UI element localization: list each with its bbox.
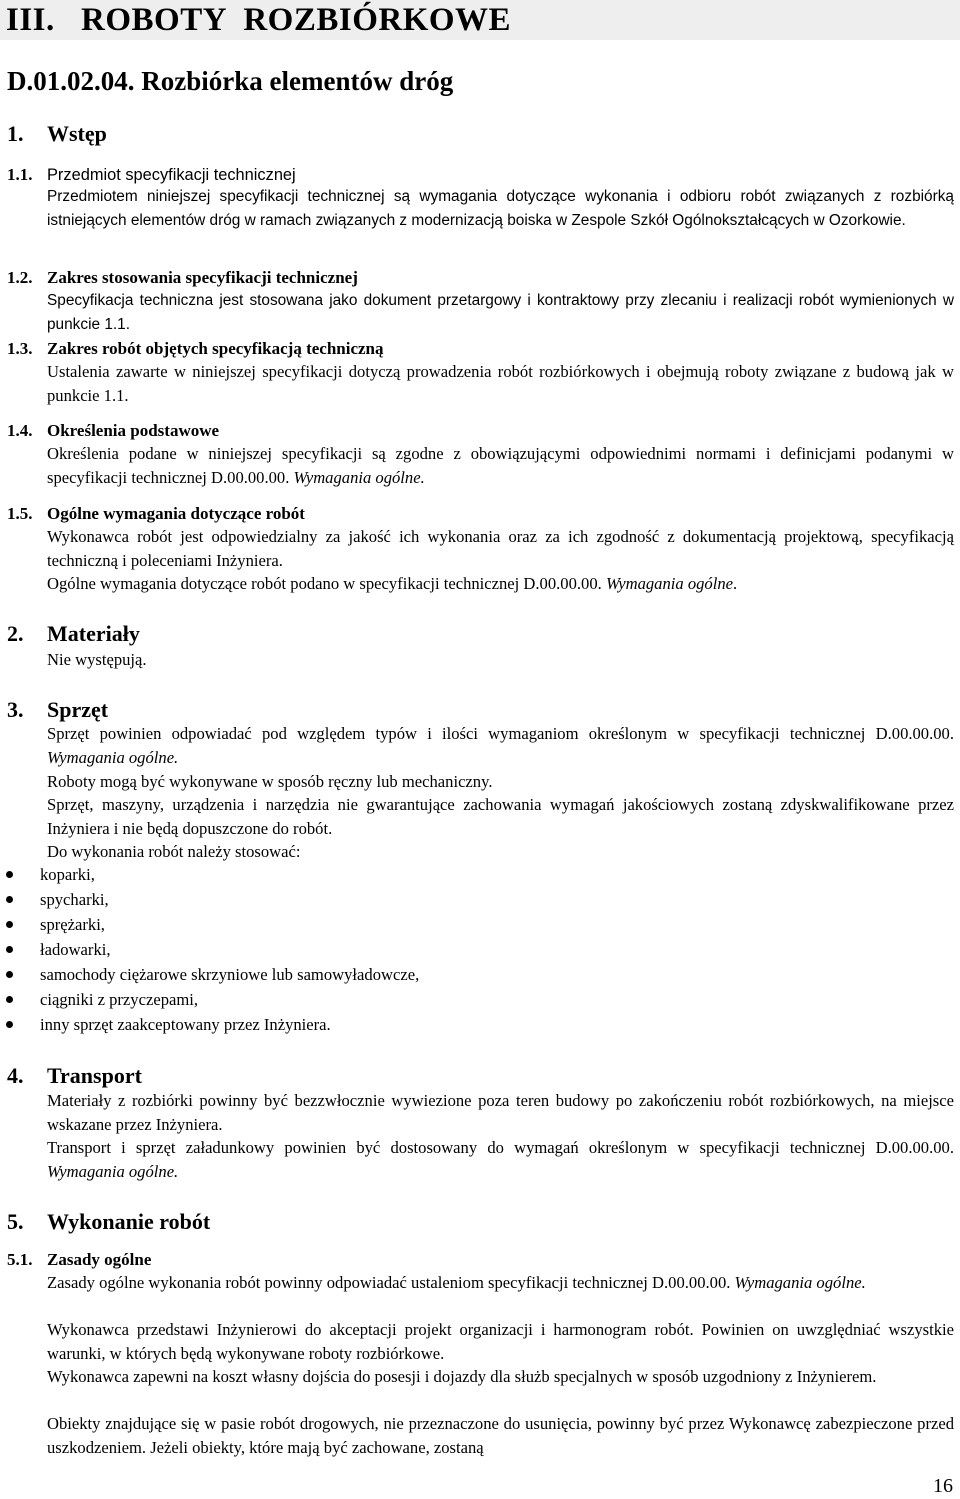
section-number: 1. <box>7 121 24 146</box>
section-1-5-heading <box>7 502 305 525</box>
bullet-icon <box>6 996 13 1003</box>
section-1-4-heading <box>7 419 219 442</box>
section-number: 1.3. <box>7 339 33 358</box>
section-1-5-text-1: Wykonawca robót jest odpowiedzialny za jakość ich wykonania oraz za ich zgodność z dokumentacją projektową, specyfikacją techniczną i poleceniami Inżyniera. <box>47 527 954 570</box>
section-3-body: Sprzęt powinien odpowiadać pod względem typów i ilości wymaganiom określonym w specyfikacji technicznej D.00.00.00. <box>47 724 954 743</box>
section-5-1-text-4: Obiekty znajdujące się w pasie robót drogowych, nie przeznaczone do usunięcia, powinny być przez Wykonawcę zabezpieczone przed uszkodzeniem. Jeżeli obiekty, które mają być zachowane, zostaną <box>47 1414 954 1457</box>
list-item: spycharki, <box>0 887 700 912</box>
list-item: ładowarki, <box>0 937 700 962</box>
section-1-4-body: Określenia podane w niniejszej specyfikacji są zgodne z obowiązującymi odpowiednimi normami i definicjami podanymi w specyfikacji technicznej D.00.00.00. <box>47 444 954 487</box>
section-number: 5.1. <box>7 1250 33 1269</box>
list-item: samochody ciężarowe skrzyniowe lub samowyładowcze, <box>0 962 700 987</box>
section-5-1-heading <box>7 1248 151 1271</box>
section-5-1-text-3: Wykonawca zapewni na koszt własny dojścia do posesji i dojazdy dla służb specjalnych w sposób uzgodniony z Inżynierem. <box>47 1367 877 1386</box>
section-number: 5. <box>7 1209 24 1234</box>
spec-title: D.01.02.04. Rozbiórka elementów dróg <box>7 66 454 96</box>
list-item: koparki, <box>0 862 700 887</box>
bullet-icon <box>6 946 13 953</box>
bullet-icon <box>6 921 13 928</box>
section-5-heading <box>7 1208 210 1236</box>
section-1-3-text: Ustalenia zawarte w niniejszej specyfikacji dotyczą prowadzenia robót rozbiórkowych i obejmują roboty związane z budową jak w punkcie 1.1. <box>47 362 954 405</box>
section-5-1-body: Zasady ogólne wykonania robót powinny odpowiadać ustaleniom specyfikacji technicznej D.00.00.00. <box>47 1273 735 1292</box>
bullet-icon <box>6 1021 13 1028</box>
section-title: Przedmiot specyfikacji technicznej <box>47 166 296 184</box>
section-title: Sprzęt <box>47 697 109 722</box>
section-5-1-text-2: Wykonawca przedstawi Inżynierowi do akceptacji projekt organizacji i harmonogram robót. Powinien on uwzględniać wszystkie warunki, w których będą wykonywane roboty rozbiórkowe. <box>47 1320 954 1363</box>
section-4-text-1: Materiały z rozbiórki powinny być bezzwłocznie wywiezione poza teren budowy po zakończeniu robót rozbiórkowych, na miejsce wskazane przez Inżyniera. <box>47 1091 954 1134</box>
section-title: Transport <box>47 1063 142 1088</box>
section-1-5-text-2 <box>47 572 954 596</box>
section-3-text-2: Roboty mogą być wykonywane w sposób ręczny lub mechaniczny. <box>47 772 493 791</box>
section-title: Zakres robót objętych specyfikacją techniczną <box>47 339 384 358</box>
section-1-3-heading <box>7 337 384 360</box>
requirements-reference: Wymagania ogólne. <box>734 1273 866 1292</box>
section-title: Wykonanie robót <box>47 1209 211 1234</box>
section-1-heading <box>7 120 107 148</box>
section-3-text-1 <box>47 722 954 769</box>
section-5-1-text-1 <box>47 1271 954 1295</box>
section-1-2-heading <box>7 266 358 289</box>
page-number: 16 <box>933 1475 953 1497</box>
requirements-reference: Wymagania ogólne <box>605 574 733 593</box>
requirements-reference: Wymagania ogólne. <box>47 1161 179 1181</box>
bullet-icon <box>6 971 13 978</box>
equipment-list <box>0 862 700 1037</box>
section-4-heading <box>7 1062 142 1090</box>
requirements-reference: Wymagania ogólne. <box>293 467 425 487</box>
bullet-icon <box>6 871 13 878</box>
section-2-text: Nie występują. <box>47 650 147 669</box>
section-2-heading <box>7 620 140 648</box>
section-number: 1.4. <box>7 421 33 440</box>
list-item: ciągniki z przyczepami, <box>0 987 700 1012</box>
section-title: Zakres stosowania specyfikacji technicznej <box>47 268 358 287</box>
section-1-5-end: . <box>733 574 738 593</box>
section-4-body: Transport i sprzęt załadunkowy powinien być dostosowany do wymagań określonym w specyfikacji technicznej D.00.00.00. <box>47 1138 954 1157</box>
section-3-text-4: Do wykonania robót należy stosować: <box>47 842 301 861</box>
section-1-2-text: Specyfikacja techniczna jest stosowana jako dokument przetargowy i kontraktowy przy zlecaniu i realizacji robót wymienionych w punkcie 1.1. <box>47 292 954 333</box>
requirements-reference: Wymagania ogólne. <box>47 747 179 767</box>
section-1-1-heading <box>7 163 296 187</box>
section-title: Ogólne wymagania dotyczące robót <box>47 504 305 523</box>
bullet-icon <box>6 896 13 903</box>
section-3-text-3: Sprzęt, maszyny, urządzenia i narzędzia nie gwarantujące zachowania wymagań jakościowych zostaną zdyskwalifikowane przez Inżyniera i nie będą dopuszczone do robót. <box>47 795 954 838</box>
section-1-5-body: Ogólne wymagania dotyczące robót podano w specyfikacji technicznej D.00.00.00. <box>47 574 606 593</box>
section-title: Określenia podstawowe <box>47 421 220 440</box>
section-number: 2. <box>7 621 24 646</box>
list-item: inny sprzęt zaakceptowany przez Inżyniera. <box>0 1012 700 1037</box>
section-4-text-2 <box>47 1136 954 1183</box>
section-3-heading <box>7 696 108 724</box>
section-number: 1.2. <box>7 268 33 287</box>
section-title: Wstęp <box>47 121 107 146</box>
section-title: Materiały <box>47 621 140 646</box>
section-number: 1.5. <box>7 504 33 523</box>
section-title: Zasady ogólne <box>47 1250 152 1269</box>
section-1-4-text <box>47 442 954 489</box>
list-item: sprężarki, <box>0 912 700 937</box>
section-number: 4. <box>7 1063 24 1088</box>
part-title: III. ROBOTY ROZBIÓRKOWE <box>6 2 512 38</box>
section-number: 1.1. <box>7 165 33 184</box>
section-1-1-text: Przedmiotem niniejszej specyfikacji technicznej są wymagania dotyczące wykonania i odbioru robót związanych z rozbiórką istniejących elementów dróg w ramach związanych z modernizacją boiska w Zespole Szkół Ogólnokształcących w Ozorkowie. <box>47 188 954 229</box>
section-number: 3. <box>7 697 24 722</box>
